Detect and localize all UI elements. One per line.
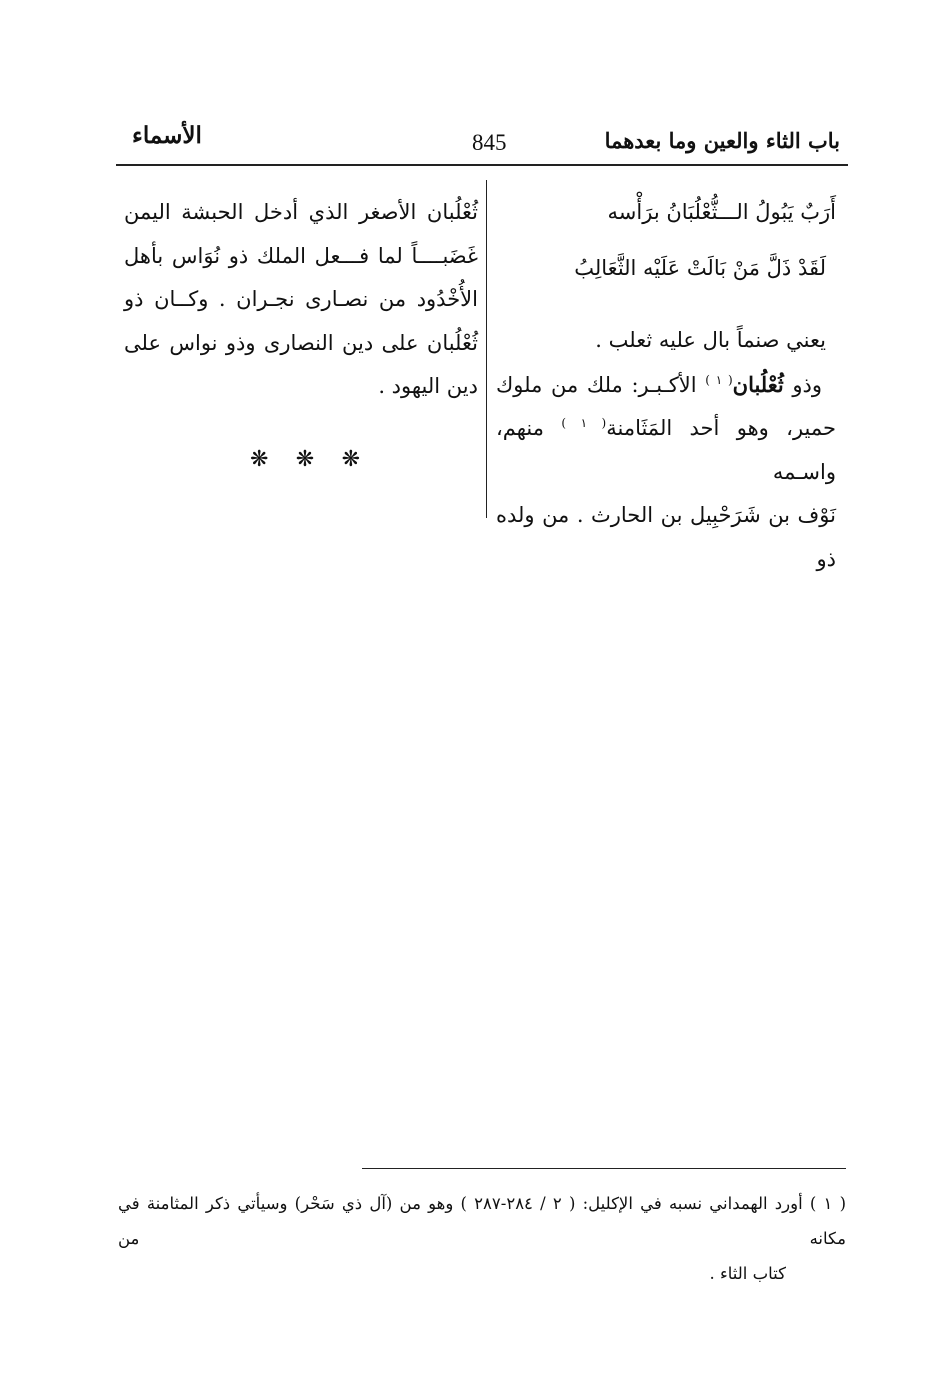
column-divider xyxy=(486,180,487,518)
left-line-5: دين اليهود . xyxy=(378,374,478,398)
page-number: 845 xyxy=(472,130,507,155)
footnote-line-1: ( ١ ) أورد الهمداني نسبه في الإكليل: ( ٢ / ٢٨٤-٢٨٧ ) وهو من (آل ذي سَحْر) وسيأتي ذكر المثامنة في مكانه من xyxy=(118,1194,847,1248)
entry-prefix: وذو xyxy=(783,372,823,397)
left-line-4: ثُعْلُبان على دين النصارى وذو نواس على xyxy=(124,330,478,355)
entry-headword: ثُعْلُبان xyxy=(732,371,784,397)
entry-line-2-a: حمير، وهو أحد المَثَامنة xyxy=(606,416,836,440)
section-separator xyxy=(250,447,360,472)
left-column xyxy=(124,191,478,409)
star-ornament-icon: ❋ xyxy=(341,447,360,472)
verse-hemistich-1: أَرَبٌ يَبُولُ الـــثُّعْلُبَانُ برَأْسه xyxy=(607,200,836,224)
star-ornament-icon: ❋ xyxy=(295,447,315,472)
header-rule xyxy=(116,164,848,166)
entry-line-2 xyxy=(496,407,836,494)
entry-line-1 xyxy=(496,363,836,408)
footnote-marker-2: ( ١ ) xyxy=(561,416,607,430)
entry-line-1-rest: الأكـبـر: ملك من ملوك xyxy=(496,372,706,397)
footnote-line-2: كتاب الثاء . xyxy=(709,1264,786,1283)
verse-hemistich-2: لَقَدْ ذَلَّ مَنْ بَالَتْ عَلَيْه الثَّعَالِبُ xyxy=(574,256,826,280)
right-column xyxy=(496,191,836,581)
left-line-1: ثُعْلُبان الأصغر الذي أدخل الحبشة اليمن xyxy=(124,200,478,224)
entry-line-2-b: منهم، واسـمه xyxy=(496,416,836,484)
entry-line-3: نَوْف بن شَرَحْبِيل بن الحارث . من ولده ذو xyxy=(496,503,836,571)
verse-explanation: يعني صنماً بال عليه ثعلب . xyxy=(595,328,826,352)
footnote-rule xyxy=(362,1168,846,1169)
running-header-section: الأسماء xyxy=(132,122,202,149)
footnote xyxy=(118,1186,846,1291)
running-header-chapter: باب الثاء والعين وما بعدهما xyxy=(604,128,840,153)
star-ornament-icon: ❋ xyxy=(250,447,269,472)
left-line-2: غَضَبــــاً لما فـــعل الملك ذو نُوَاس بأهل xyxy=(124,243,478,268)
left-line-3: الأُخْدُود من نصـارى نجـران . وكــان ذو xyxy=(124,287,478,311)
footnote-marker: ( ١ ) xyxy=(705,372,733,387)
